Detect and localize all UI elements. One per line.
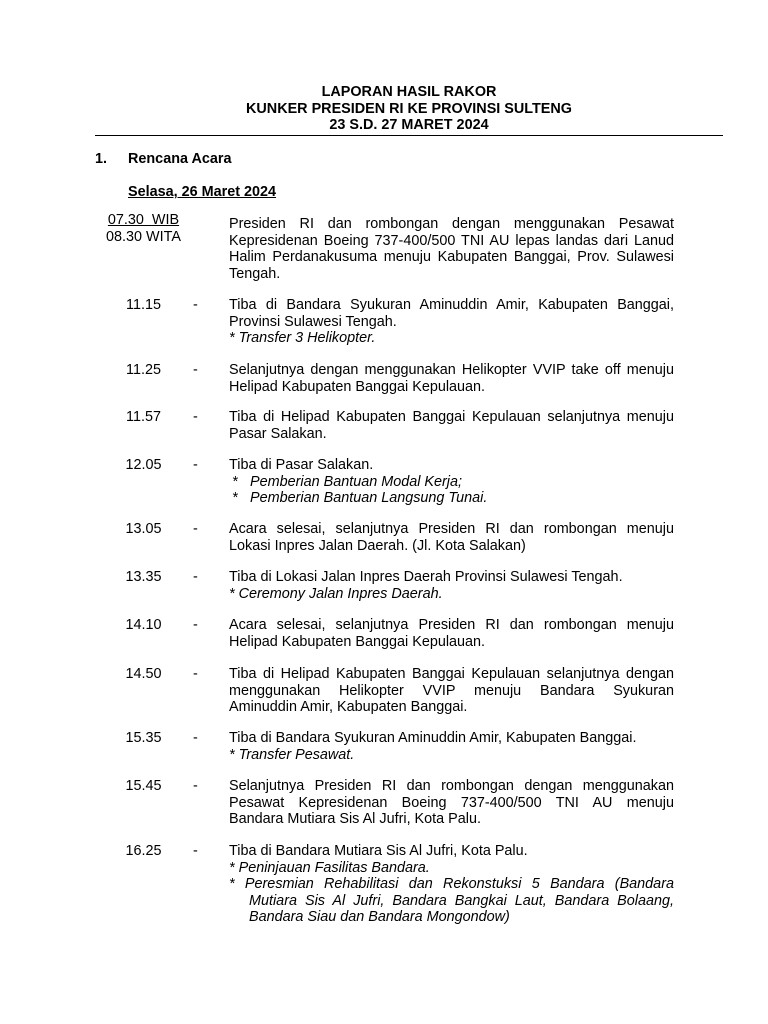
schedule-dash: - <box>193 666 198 682</box>
schedule-time <box>100 212 187 245</box>
schedule-note-continued: Mutiara Sis Al Jufri, Bandara Bangkai Laut, Bandara Bolaang, <box>249 892 674 909</box>
schedule-description <box>229 521 674 554</box>
schedule-description <box>229 216 674 282</box>
schedule-dash: - <box>193 297 198 313</box>
description-line: Kepresidenan Boeing 737-400/500 TNI AU lepas landas dari Lanud <box>229 232 674 249</box>
description-line: Tiba di Bandara Mutiara Sis Al Jufri, Kota Palu. <box>229 843 528 859</box>
description-line: Bandara Mutiara Sis Al Jufri, Kota Palu. <box>229 811 481 828</box>
schedule-description <box>229 409 674 442</box>
bullet-star-icon: * <box>232 490 238 507</box>
bullet-item <box>229 490 674 507</box>
time-wib: 07.30 WIB <box>107 212 180 228</box>
bullet-item <box>229 474 674 491</box>
schedule-time: 15.45 <box>125 778 162 794</box>
description-line: Tiba di Lokasi Jalan Inpres Daerah Provinsi Sulawesi Tengah. <box>229 569 623 585</box>
heading-divider <box>95 135 723 136</box>
document-heading <box>95 84 723 134</box>
schedule-description <box>229 666 674 716</box>
description-line: Helipad Kabupaten Banggai Kepulauan. <box>229 633 486 650</box>
schedule-note: * Peresmian Rehabilitasi dan Rekonstuksi 5 Bandara (Bandara <box>229 876 674 893</box>
schedule-time: 13.05 <box>125 521 162 537</box>
schedule-time: 12.05 <box>125 457 162 473</box>
schedule-dash: - <box>193 778 198 794</box>
description-line: Tengah. <box>229 265 281 282</box>
description-line: Lokasi Inpres Jalan Daerah. (Jl. Kota Salakan) <box>229 537 526 554</box>
schedule-description <box>229 297 674 347</box>
schedule-time: 11.25 <box>126 362 161 378</box>
schedule-description <box>229 843 674 926</box>
description-line: Selanjutnya Presiden RI dan rombongan dengan menggunakan <box>229 778 674 794</box>
time-wita: 08.30 WITA <box>106 228 181 245</box>
schedule-dash: - <box>193 569 198 585</box>
description-line: Aminuddin Amir, Kabupaten Banggai. <box>229 699 468 716</box>
description-line: Halim Perdanakusuma menuju Kabupaten Banggai, Prov. Sulawesi <box>229 249 674 266</box>
description-line: Pasar Salakan. <box>229 425 327 442</box>
schedule-dash: - <box>193 617 198 633</box>
schedule-description <box>229 362 674 395</box>
schedule-dash: - <box>193 730 198 746</box>
schedule-date: Selasa, 26 Maret 2024 <box>128 184 277 200</box>
schedule-time: 13.35 <box>125 569 162 585</box>
schedule-note: * Peninjauan Fasilitas Bandara. <box>229 859 430 876</box>
schedule-dash: - <box>193 457 198 473</box>
schedule-time: 14.10 <box>125 617 162 633</box>
bullet-text: Pemberian Bantuan Langsung Tunai. <box>250 490 488 507</box>
heading-line-3: 23 S.D. 27 MARET 2024 <box>329 117 489 134</box>
schedule-time: 11.57 <box>126 409 161 425</box>
section-number: 1. <box>95 151 108 167</box>
description-line: Tiba di Bandara Syukuran Aminuddin Amir, Kabupaten Banggai. <box>229 730 637 746</box>
schedule-dash: - <box>193 521 198 537</box>
schedule-dash: - <box>193 843 198 859</box>
description-line: Tiba di Helipad Kabupaten Banggai Kepulauan selanjutnya menuju <box>229 409 674 425</box>
description-line: Tiba di Helipad Kabupaten Banggai Kepulauan selanjutnya dengan <box>229 666 674 682</box>
schedule-time: 11.15 <box>126 297 161 313</box>
description-line: Presiden RI dan rombongan dengan menggunakan Pesawat <box>229 216 674 232</box>
description-line: Helipad Kabupaten Banggai Kepulauan. <box>229 378 486 395</box>
schedule-note-continued: Bandara Siau dan Bandara Mongondow) <box>249 909 510 926</box>
schedule-note: * Ceremony Jalan Inpres Daerah. <box>229 585 443 602</box>
schedule-description <box>229 730 674 763</box>
schedule-time: 14.50 <box>125 666 162 682</box>
schedule-time: 16.25 <box>125 843 162 859</box>
schedule-description <box>229 617 674 650</box>
description-line: Pesawat Kepresidenan Boeing 737-400/500 TNI AU menuju <box>229 794 674 811</box>
schedule-note: * Transfer Pesawat. <box>229 746 355 763</box>
description-line: menggunakan Helikopter VVIP menuju Bandara Syukuran <box>229 682 674 699</box>
schedule-time: 15.35 <box>125 730 162 746</box>
description-line: Tiba di Pasar Salakan. <box>229 457 374 473</box>
bullet-text: Pemberian Bantuan Modal Kerja; <box>250 473 462 490</box>
heading-line-2: KUNKER PRESIDEN RI KE PROVINSI SULTENG <box>246 100 572 117</box>
schedule-dash: - <box>193 362 198 378</box>
schedule-description <box>229 569 674 602</box>
description-line: Acara selesai, selanjutnya Presiden RI dan rombongan menuju <box>229 617 674 633</box>
bullet-star-icon: * <box>232 473 238 490</box>
schedule-description <box>229 457 674 507</box>
description-line: Acara selesai, selanjutnya Presiden RI dan rombongan menuju <box>229 521 674 537</box>
section-title: Rencana Acara <box>128 151 232 167</box>
description-line: Tiba di Bandara Syukuran Aminuddin Amir, Kabupaten Banggai, <box>229 297 674 313</box>
schedule-note: * Transfer 3 Helikopter. <box>229 330 376 347</box>
description-line: Provinsi Sulawesi Tengah. <box>229 313 397 330</box>
description-line: Selanjutnya dengan menggunakan Helikopter VVIP take off menuju <box>229 362 674 378</box>
schedule-dash: - <box>193 409 198 425</box>
schedule-description <box>229 778 674 828</box>
heading-line-1: LAPORAN HASIL RAKOR <box>321 84 497 100</box>
